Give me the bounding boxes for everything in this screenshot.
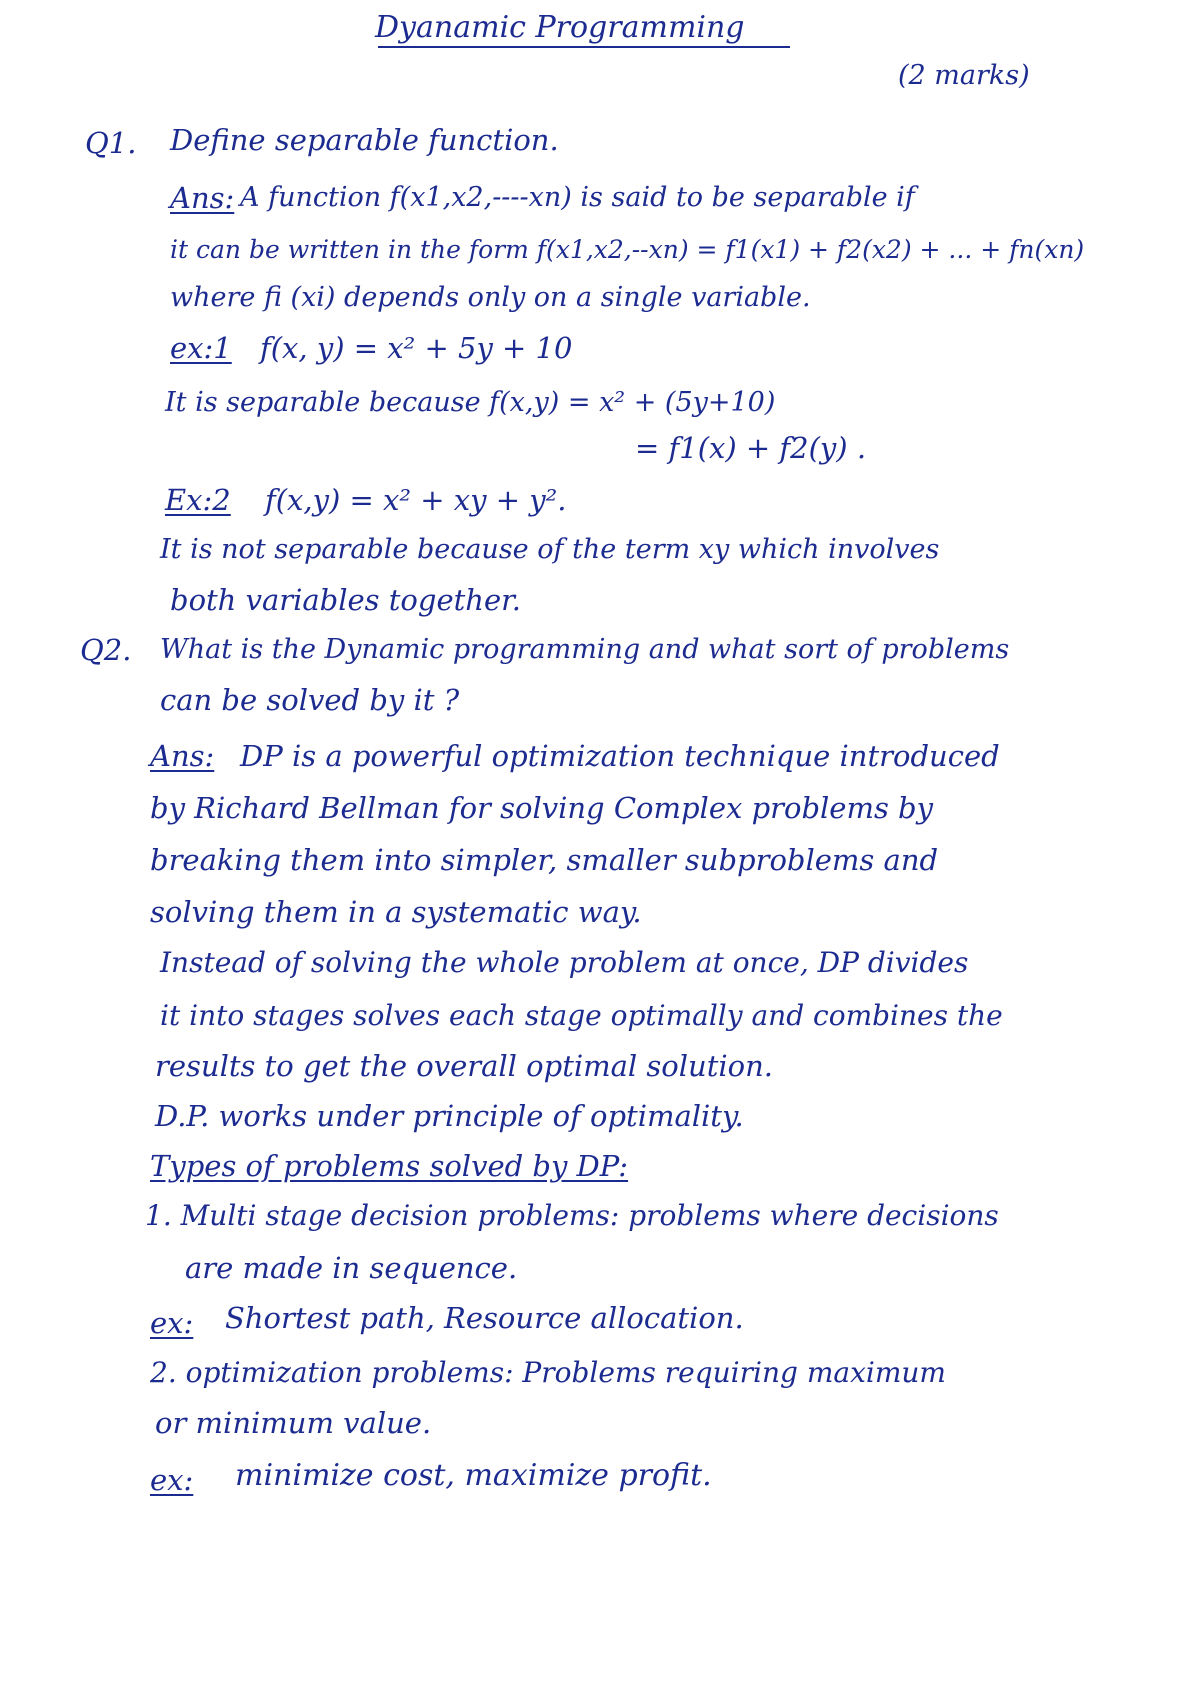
q1-ans-line1: A function f(x1,x2,----xn) is said to be separable if bbox=[240, 182, 915, 213]
q2-type2-line2: or minimum value. bbox=[155, 1406, 432, 1440]
q2-ans-line6: it into stages solves each stage optimally and combines the bbox=[160, 999, 1003, 1032]
q1-ans-line2: it can be written in the form f(x1,x2,--xn) = f1(x1) + f2(x2) + ... + fn(xn) bbox=[170, 235, 1085, 264]
q2-ans-line8: D.P. works under principle of optimality. bbox=[155, 1099, 744, 1133]
q1-ex2-reason1: It is not separable because of the term xy which involves bbox=[160, 534, 940, 565]
q2-number: Q2. bbox=[80, 633, 132, 667]
q1-question: Define separable function. bbox=[170, 123, 559, 157]
q1-ans-line3: where fi (xi) depends only on a single variable. bbox=[170, 282, 811, 313]
q1-ex2-expr: f(x,y) = x² + xy + y². bbox=[265, 483, 567, 517]
q1-ex1-label: ex:1 bbox=[170, 331, 232, 365]
q2-ans-line7: results to get the overall optimal solution. bbox=[155, 1049, 773, 1083]
q1-ex2-label: Ex:2 bbox=[165, 483, 231, 517]
q1-number: Q1. bbox=[85, 126, 137, 160]
q2-ans-label: Ans: bbox=[150, 739, 215, 773]
q1-ex2-reason2: both variables together. bbox=[170, 583, 522, 617]
q2-type1-line1: 1. Multi stage decision problems: problems where decisions bbox=[145, 1199, 999, 1232]
q1-ex1-reason2: = f1(x) + f2(y) . bbox=[635, 431, 867, 465]
q1-ex1-reason1: It is separable because f(x,y) = x² + (5y+10) bbox=[165, 387, 776, 418]
q2-ex1-text: Shortest path, Resource allocation. bbox=[225, 1301, 744, 1335]
q2-ans-line4: solving them in a systematic way. bbox=[150, 895, 642, 929]
q1-ex1-expr: f(x, y) = x² + 5y + 10 bbox=[260, 331, 573, 365]
q2-ans-line2: by Richard Bellman for solving Complex problems by bbox=[150, 791, 933, 825]
q2-ans-line5: Instead of solving the whole problem at once, DP divides bbox=[160, 946, 969, 979]
q2-question-line1: What is the Dynamic programming and what sort of problems bbox=[160, 634, 1010, 665]
q2-question-line2: can be solved by it ? bbox=[160, 683, 460, 717]
q2-types-heading: Types of problems solved by DP: bbox=[150, 1149, 629, 1183]
q1-ans-label: Ans: bbox=[170, 181, 235, 215]
q2-ex2-text: minimize cost, maximize profit. bbox=[235, 1458, 712, 1493]
page-title: Dyanamic Programming bbox=[375, 10, 745, 45]
q2-ans-line1: DP is a powerful optimization technique introduced bbox=[240, 739, 1000, 773]
q2-ex1-label: ex: bbox=[150, 1306, 194, 1340]
q2-type2-line1: 2. optimization problems: Problems requiring maximum bbox=[150, 1356, 946, 1389]
q2-ex2-label: ex: bbox=[150, 1463, 194, 1497]
marks-label: (2 marks) bbox=[898, 60, 1030, 91]
title-underline bbox=[378, 46, 790, 48]
q2-type1-line2: are made in sequence. bbox=[185, 1251, 518, 1285]
q2-ans-line3: breaking them into simpler, smaller subproblems and bbox=[150, 843, 939, 877]
